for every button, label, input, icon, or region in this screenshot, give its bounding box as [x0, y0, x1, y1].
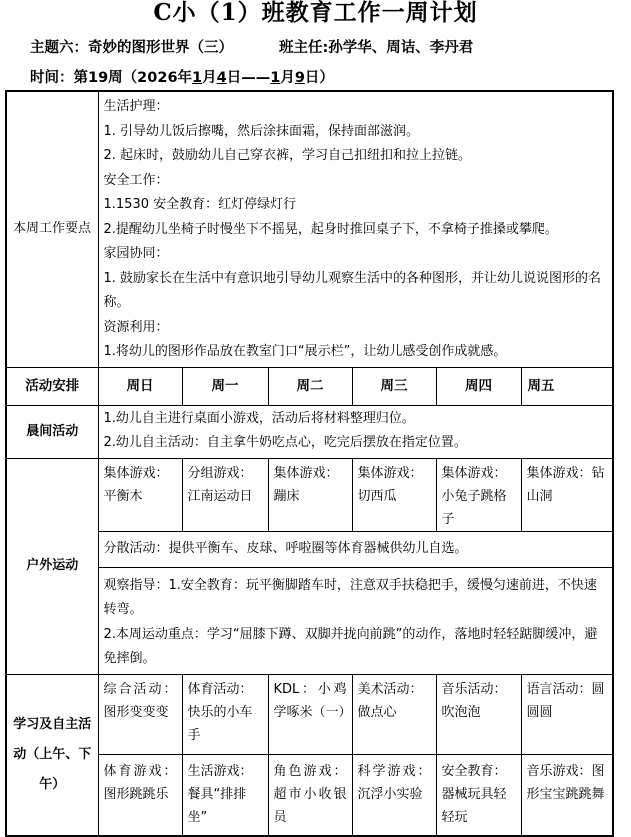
outdoor-game-monday: 分组游戏：江南运动日 [182, 458, 268, 531]
morning-content [98, 405, 613, 458]
morning-label: 晨间活动 [6, 405, 98, 458]
weekly-plan-table [5, 90, 614, 837]
time-text-3: 月 [280, 70, 295, 86]
study-row-1 [6, 674, 613, 754]
outdoor-scatter: 分散活动：提供平衡车、皮球、呼啦圈等体育器械供幼儿自选。 [98, 531, 613, 567]
outdoor-game-thursday: 集体游戏：小兔子跳格子 [436, 458, 521, 531]
page-title: C小（1）班教育工作一周计划 [153, 0, 478, 26]
study-am-sunday: 综合活动：图形变变变 [98, 674, 182, 754]
outdoor-game-friday: 集体游戏：钻山洞 [521, 458, 613, 531]
time-text-2: 日—— [226, 70, 271, 86]
key-point-line: 1. 鼓励家长在生活中有意识地引导幼儿观察生活中的各种图形，并让幼儿说说图形的名称。 [103, 270, 602, 310]
key-point-line: 2. 起床时，鼓励幼儿自己穿衣裤，学习自己扣纽扣和拉上拉链。 [103, 148, 472, 163]
outdoor-observe-row [6, 567, 613, 674]
study-pm-monday: 生活游戏：餐具“排排坐” [182, 754, 268, 836]
outdoor-observe [98, 567, 613, 674]
key-point-line: 生活护理： [103, 99, 169, 114]
morning-line: 2.幼儿自主活动：自主拿牛奶吃点心，吃完后摆放在指定位置。 [103, 435, 467, 450]
key-points-row [6, 91, 613, 367]
outdoor-games-row [6, 458, 613, 531]
day-friday: 周五 [521, 367, 613, 405]
key-point-line: 资源利用： [103, 319, 169, 335]
outdoor-scatter-row [6, 531, 613, 567]
start-day: 4 [216, 70, 227, 86]
day-sunday: 周日 [98, 367, 182, 405]
study-am-wednesday: 美术活动：做点心 [352, 674, 436, 754]
end-month: 1 [270, 70, 281, 86]
study-pm-thursday: 安全教育：器械玩具轻轻玩 [436, 754, 521, 836]
day-thursday: 周四 [436, 367, 521, 405]
study-pm-friday: 音乐游戏：图形宝宝跳跳舞 [521, 754, 613, 836]
key-point-line: 家园协同： [103, 246, 169, 261]
outdoor-label: 户外运动 [6, 458, 98, 674]
day-tuesday: 周二 [268, 367, 352, 405]
key-point-line: 安全工作： [103, 172, 169, 188]
study-am-monday: 体育活动：快乐的小车手 [182, 674, 268, 754]
study-label: 学习及自主活动（上午、下午） [6, 674, 98, 836]
end-day: 9 [294, 70, 305, 86]
outdoor-game-tuesday: 集体游戏：蹦床 [268, 458, 352, 531]
observe-line: 观察指导：1.安全教育：玩平衡脚踏车时，注意双手扶稳把手，缓慢匀速前进，不快速转弯。 [103, 577, 597, 617]
key-point-line: 1. 引导幼儿饭后擦嘴，然后涂抹面霜，保持面部滋润。 [103, 123, 420, 139]
key-points-label: 本周工作要点 [6, 91, 98, 367]
time-text-1: 月 [202, 70, 217, 86]
study-pm-tuesday: 角色游戏：超市小收银员 [268, 754, 352, 836]
morning-row [6, 405, 613, 458]
observe-line: 2.本周运动重点：学习“屈膝下蹲、双脚并拢向前跳”的动作，落地时轻轻踮脚缓冲，避免摔倒。 [103, 626, 598, 666]
time-text-4: 日） [304, 70, 334, 86]
time-prefix: 时间：第19周（2026年 [30, 70, 193, 86]
study-pm-sunday: 体育游戏：图形跳跳乐 [98, 754, 182, 836]
day-wednesday: 周三 [352, 367, 436, 405]
study-am-tuesday: KDL：小鸡学啄米（一） [268, 674, 352, 754]
day-monday: 周一 [182, 367, 268, 405]
outdoor-game-sunday: 集体游戏：平衡木 [98, 458, 182, 531]
key-point-line: 1.1530 安全教育：红灯停绿灯行 [103, 197, 297, 212]
key-point-line: 1.将幼儿的图形作品放在教室门口“展示栏”，让幼儿感受创作成就感。 [103, 344, 507, 359]
info-line-theme [30, 36, 473, 57]
header-row [6, 367, 613, 405]
header-label: 活动安排 [6, 367, 98, 405]
key-points-content [98, 91, 613, 367]
key-point-line: 2.提醒幼儿坐椅子时慢坐下不摇晃，起身时推回桌子下，不拿椅子推搡或攀爬。 [103, 221, 558, 237]
study-pm-wednesday: 科学游戏：沉浮小实验 [352, 754, 436, 836]
study-am-friday: 语言活动：圆圆圆 [521, 674, 613, 754]
morning-line: 1.幼儿自主进行桌面小游戏，活动后将材料整理归位。 [103, 410, 415, 426]
outdoor-game-wednesday: 集体游戏：切西瓜 [352, 458, 436, 531]
theme-text: 主题六：奇妙的图形世界（三） [30, 40, 233, 56]
info-line-time [30, 66, 334, 87]
start-month: 1 [192, 70, 203, 86]
study-row-2 [6, 754, 613, 836]
study-am-thursday: 音乐活动：吹泡泡 [436, 674, 521, 754]
teachers-text: 班主任:孙学华、周诘、李丹君 [279, 40, 474, 56]
